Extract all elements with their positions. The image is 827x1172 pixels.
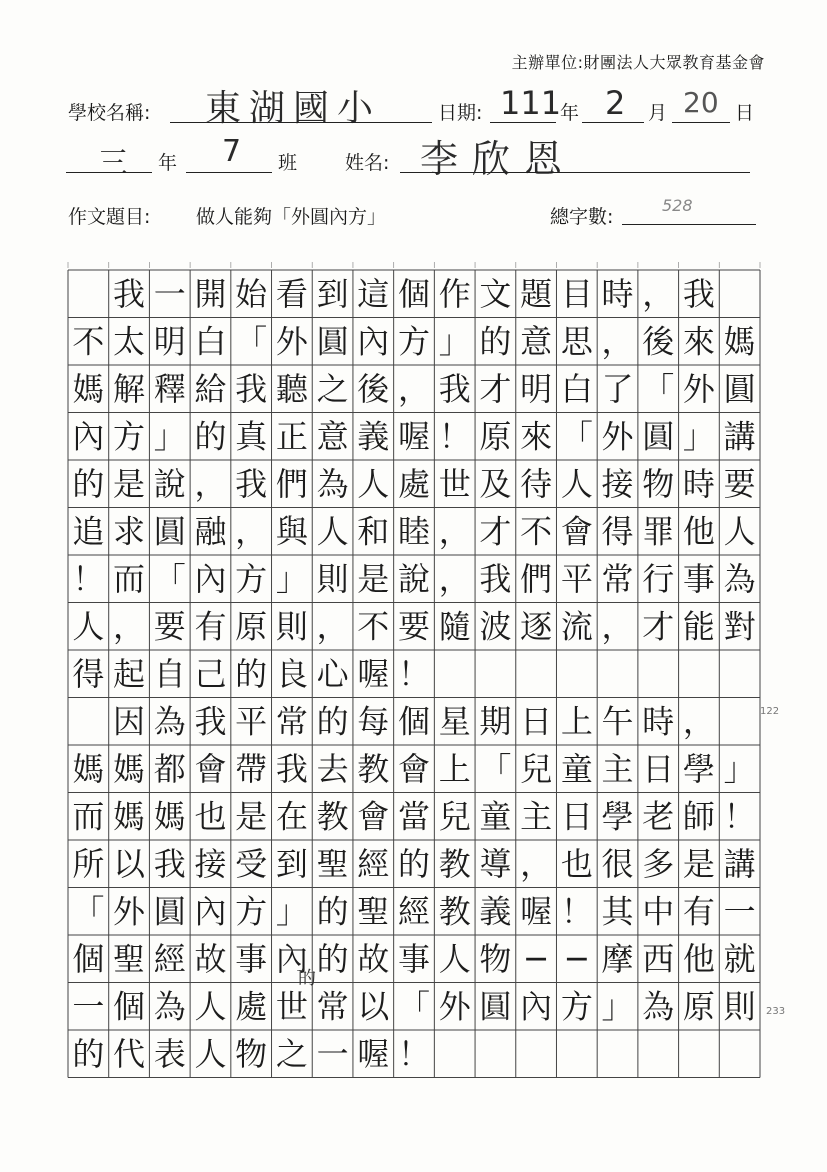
essay-character: 不 xyxy=(357,607,390,646)
essay-character: 外 xyxy=(682,369,715,408)
essay-character: 一 xyxy=(316,1034,349,1073)
essay-character: 我 xyxy=(194,702,227,741)
essay-character: 會 xyxy=(357,797,390,836)
essay-character: 方 xyxy=(235,559,268,598)
essay-character: 喔 xyxy=(357,654,390,693)
essay-character: 人 xyxy=(194,987,227,1026)
essay-character: 人 xyxy=(72,607,105,646)
essay-character: 每 xyxy=(357,702,390,741)
essay-character: 正 xyxy=(275,417,308,456)
essay-character: 說 xyxy=(153,464,186,503)
essay-character: 教 xyxy=(357,749,390,788)
essay-character: ─ xyxy=(526,939,546,978)
essay-character: 物 xyxy=(235,1034,268,1073)
essay-character: 是 xyxy=(682,844,715,883)
essay-character: 很 xyxy=(601,844,634,883)
essay-character: 解 xyxy=(113,369,146,408)
essay-character: 方 xyxy=(113,417,146,456)
year-label: 年 xyxy=(560,102,580,124)
essay-character: ， xyxy=(235,512,268,551)
grade-value: 三 xyxy=(98,146,128,181)
essay-character: 喔 xyxy=(397,417,431,456)
essay-character: 「 xyxy=(235,322,268,361)
essay-character: 處 xyxy=(235,987,268,1026)
wordcount-label: 總字數: xyxy=(550,206,614,228)
essay-character: 一 xyxy=(72,987,105,1026)
essay-character: 帶 xyxy=(235,749,268,788)
margin-note-1: 122 xyxy=(760,706,780,717)
essay-character: 文 xyxy=(479,274,512,313)
essay-character: 上 xyxy=(438,749,471,788)
essay-character: 則 xyxy=(723,987,756,1026)
essay-character: 這 xyxy=(357,274,390,313)
essay-character: 的 xyxy=(72,464,105,503)
essay-character: 常 xyxy=(601,559,634,598)
essay-character: 而 xyxy=(113,559,146,598)
essay-character: 開 xyxy=(194,274,227,313)
essay-character: 目 xyxy=(560,274,593,313)
essay-character: 我 xyxy=(438,369,471,408)
essay-character: 「 xyxy=(560,417,593,456)
essay-character: 意 xyxy=(520,322,553,361)
essay-character: 媽 xyxy=(113,749,146,788)
essay-character: 」 xyxy=(438,322,471,361)
essay-character: 方 xyxy=(235,892,268,931)
essay-character: 講 xyxy=(723,417,756,456)
essay-character: 日 xyxy=(520,702,553,741)
insertion-mark: 的 xyxy=(298,968,316,989)
essay-character: 」 xyxy=(275,559,308,598)
essay-character: ， xyxy=(520,844,553,883)
essay-character: 人 xyxy=(723,512,756,551)
essay-character: 個 xyxy=(397,702,431,741)
essay-character: ！ xyxy=(723,797,756,836)
essay-character: 我 xyxy=(113,274,146,313)
essay-character: 主 xyxy=(601,749,634,788)
essay-character: 平 xyxy=(560,559,593,598)
essay-character: 為 xyxy=(153,987,186,1026)
essay-character: 內 xyxy=(194,892,227,931)
class-label: 班 xyxy=(278,152,298,174)
essay-character: 導 xyxy=(479,844,512,883)
essay-character: 到 xyxy=(275,844,308,883)
essay-character: 時 xyxy=(642,702,675,741)
essay-character: 人 xyxy=(316,512,349,551)
essay-character: 學 xyxy=(682,749,715,788)
essay-character: 釋 xyxy=(153,369,186,408)
essay-character: 經 xyxy=(153,939,186,978)
essay-character: 我 xyxy=(682,274,715,313)
essay-character: 也 xyxy=(560,844,593,883)
essay-character: ， xyxy=(438,512,471,551)
essay-character: 一 xyxy=(153,274,186,313)
essay-character: 的 xyxy=(316,939,349,978)
essay-character: 是 xyxy=(357,559,390,598)
essay-character: ， xyxy=(316,607,349,646)
essay-character: 經 xyxy=(357,844,390,883)
essay-character: ， xyxy=(601,607,634,646)
essay-character: 老 xyxy=(642,797,675,836)
essay-character: 才 xyxy=(642,607,675,646)
essay-character: 作 xyxy=(438,274,471,313)
essay-character: 世 xyxy=(438,464,471,503)
essay-character: 我 xyxy=(275,749,308,788)
essay-character: 主 xyxy=(520,797,553,836)
essay-character: ！ xyxy=(560,892,593,931)
essay-character: 中 xyxy=(642,892,675,931)
essay-character: 物 xyxy=(642,464,675,503)
essay-character: 外 xyxy=(113,892,146,931)
essay-character: 師 xyxy=(682,797,715,836)
month-label: 月 xyxy=(648,102,668,124)
essay-character: 有 xyxy=(682,892,715,931)
essay-character: 一 xyxy=(723,892,756,931)
essay-character: 之 xyxy=(275,1034,308,1073)
essay-character: 事 xyxy=(397,939,431,978)
essay-character: 我 xyxy=(235,464,268,503)
essay-character: 以 xyxy=(357,987,390,1026)
topic-value: 做人能夠「外圓內方」 xyxy=(196,206,387,228)
essay-character: 內 xyxy=(72,417,105,456)
topic-label: 作文題目: xyxy=(68,206,151,228)
essay-character: 到 xyxy=(316,274,349,313)
grade-label: 年 xyxy=(158,152,178,174)
essay-character: 看 xyxy=(275,274,308,313)
essay-character: 就 xyxy=(723,939,756,978)
essay-character: 時 xyxy=(682,464,715,503)
essay-character: ！ xyxy=(397,654,431,693)
essay-character: ， xyxy=(642,274,675,313)
essay-character: 為 xyxy=(316,464,349,503)
essay-character: 白 xyxy=(560,369,593,408)
essay-character: 不 xyxy=(72,322,105,361)
day-value: 20 xyxy=(683,86,719,119)
essay-character: 「 xyxy=(72,892,105,931)
essay-character: 心 xyxy=(316,654,349,693)
essay-character: 午 xyxy=(601,702,634,741)
essay-character: 教 xyxy=(438,844,471,883)
essay-character: ， xyxy=(682,702,715,741)
essay-character: 多 xyxy=(642,844,675,883)
essay-character: 流 xyxy=(560,607,593,646)
essay-character: 們 xyxy=(275,464,308,503)
essay-character: 媽 xyxy=(723,322,756,361)
essay-character: 義 xyxy=(357,417,390,456)
essay-character: 日 xyxy=(642,749,675,788)
essay-character: ！ xyxy=(397,1034,431,1073)
name-label: 姓名: xyxy=(345,152,390,174)
essay-character: 兒 xyxy=(520,749,553,788)
essay-character: 的 xyxy=(316,702,349,741)
essay-character: 說 xyxy=(397,559,431,598)
essay-character: 我 xyxy=(479,559,512,598)
essay-character: ！ xyxy=(438,417,471,456)
essay-character: 受 xyxy=(235,844,268,883)
essay-character: 才 xyxy=(479,512,512,551)
essay-character: 己 xyxy=(194,654,227,693)
essay-character: 聖 xyxy=(316,844,349,883)
essay-character: 當 xyxy=(397,797,431,836)
essay-character: 「 xyxy=(642,369,675,408)
essay-character: 外 xyxy=(275,322,308,361)
essay-character: 學 xyxy=(601,797,634,836)
essay-character: 我 xyxy=(235,369,268,408)
essay-character: 的 xyxy=(72,1034,105,1073)
essay-character: 不 xyxy=(520,512,553,551)
essay-character: 融 xyxy=(194,512,227,551)
essay-character: 太 xyxy=(113,322,146,361)
essay-character: 人 xyxy=(560,464,593,503)
essay-character: 要 xyxy=(723,464,756,503)
essay-character: 圓 xyxy=(642,417,675,456)
essay-character: 個 xyxy=(397,274,431,313)
essay-character: 個 xyxy=(72,939,105,978)
essay-character: 「 xyxy=(153,559,186,598)
essay-character: 教 xyxy=(316,797,349,836)
essay-character: 」 xyxy=(601,987,634,1026)
essay-character: ， xyxy=(194,464,227,503)
essay-character: 行 xyxy=(642,559,675,598)
essay-character: ， xyxy=(438,559,471,598)
essay-character: 明 xyxy=(520,369,553,408)
essay-character: 起 xyxy=(113,654,146,693)
essay-character: 」 xyxy=(723,749,756,788)
essay-character: 才 xyxy=(479,369,512,408)
essay-character: 則 xyxy=(275,607,308,646)
essay-character: 和 xyxy=(357,512,390,551)
year-value: 111 xyxy=(500,84,562,122)
essay-character: 明 xyxy=(153,322,186,361)
essay-character: 圓 xyxy=(479,987,512,1026)
essay-character: 我 xyxy=(153,844,186,883)
essay-character: 會 xyxy=(194,749,227,788)
essay-character: 圓 xyxy=(723,369,756,408)
essay-character: 內 xyxy=(357,322,390,361)
essay-character: 他 xyxy=(682,939,715,978)
essay-character: 來 xyxy=(520,417,553,456)
essay-character: 常 xyxy=(316,987,349,1026)
essay-character: 常 xyxy=(275,702,308,741)
essay-character: 都 xyxy=(153,749,186,788)
essay-character: 圓 xyxy=(316,322,349,361)
essay-character: 為 xyxy=(723,559,756,598)
essay-character: 講 xyxy=(723,844,756,883)
essay-character: 童 xyxy=(479,797,512,836)
essay-character: 其 xyxy=(601,892,634,931)
essay-character: 隨 xyxy=(438,607,471,646)
sponsor-text: 主辦單位:財團法人大眾教育基金會 xyxy=(511,53,765,72)
essay-character: 內 xyxy=(194,559,227,598)
essay-character: 的 xyxy=(316,892,349,931)
essay-character: 經 xyxy=(397,892,431,931)
margin-note-2: 233 xyxy=(766,1006,786,1017)
essay-character: 喔 xyxy=(520,892,553,931)
essay-character: 得 xyxy=(72,654,105,693)
essay-character: 白 xyxy=(194,322,227,361)
essay-character: 童 xyxy=(560,749,593,788)
essay-character: 會 xyxy=(560,512,593,551)
essay-character: 處 xyxy=(397,464,431,503)
essay-character: 義 xyxy=(479,892,512,931)
essay-character: 教 xyxy=(438,892,471,931)
essay-character: 在 xyxy=(275,797,308,836)
essay-character: 及 xyxy=(479,464,512,503)
essay-character: 聽 xyxy=(275,369,308,408)
essay-character: 要 xyxy=(397,607,431,646)
essay-character: 外 xyxy=(438,987,471,1026)
school-value: 東湖國小 xyxy=(205,88,382,129)
essay-character: 表 xyxy=(153,1034,186,1073)
essay-character: 星 xyxy=(438,702,471,741)
essay-character: 內 xyxy=(520,987,553,1026)
essay-character: 的 xyxy=(194,417,227,456)
essay-character: 是 xyxy=(113,464,146,503)
essay-character: 睦 xyxy=(397,512,431,551)
essay-character: 是 xyxy=(235,797,268,836)
essay-character: 媽 xyxy=(113,797,146,836)
essay-character: 」 xyxy=(153,417,186,456)
school-label: 學校名稱: xyxy=(68,102,151,124)
essay-character: 摩 xyxy=(601,939,634,978)
essay-character: 「 xyxy=(479,749,512,788)
essay-character: 與 xyxy=(275,512,308,551)
essay-character: 「 xyxy=(397,987,431,1026)
essay-character: 給 xyxy=(194,369,227,408)
month-value: 2 xyxy=(605,84,626,122)
essay-character: 則 xyxy=(316,559,349,598)
essay-character: 也 xyxy=(194,797,227,836)
essay-character: 喔 xyxy=(357,1034,390,1073)
essay-character: 因 xyxy=(113,702,146,741)
essay-character: 故 xyxy=(194,939,227,978)
essay-character: 兒 xyxy=(438,797,471,836)
essay-character: 上 xyxy=(560,702,593,741)
essay-character: 物 xyxy=(479,939,512,978)
essay-character: 自 xyxy=(153,654,186,693)
essay-character: 對 xyxy=(723,607,756,646)
essay-character: 人 xyxy=(438,939,471,978)
essay-character: 原 xyxy=(479,417,512,456)
essay-character: 」 xyxy=(682,417,715,456)
essay-character: 事 xyxy=(682,559,715,598)
essay-character: 要 xyxy=(153,607,186,646)
essay-character: 題 xyxy=(520,274,553,313)
essay-character: 聖 xyxy=(357,892,390,931)
essay-character: 原 xyxy=(235,607,268,646)
essay-character: 個 xyxy=(113,987,146,1026)
essay-character: 世 xyxy=(275,987,308,1026)
essay-character: 方 xyxy=(397,322,431,361)
essay-character: 原 xyxy=(682,987,715,1026)
essay-character: ， xyxy=(113,607,146,646)
essay-character: 良 xyxy=(275,654,308,693)
essay-character: 圓 xyxy=(153,512,186,551)
essay-character: 」 xyxy=(275,892,308,931)
essay-character: 媽 xyxy=(153,797,186,836)
essay-character: 聖 xyxy=(113,939,146,978)
essay-character: 人 xyxy=(357,464,390,503)
essay-character: 外 xyxy=(601,417,634,456)
essay-character: ， xyxy=(601,322,634,361)
essay-character: 他 xyxy=(682,512,715,551)
essay-character: 後 xyxy=(642,322,675,361)
essay-character: 故 xyxy=(357,939,390,978)
essay-character: ！ xyxy=(72,559,105,598)
essay-character: 人 xyxy=(194,1034,227,1073)
essay-character: 得 xyxy=(601,512,634,551)
essay-character: 的 xyxy=(235,654,268,693)
essay-character: 來 xyxy=(682,322,715,361)
essay-character: 圓 xyxy=(153,892,186,931)
essay-character: 之 xyxy=(316,369,349,408)
essay-character: 媽 xyxy=(72,749,105,788)
essay-character: 而 xyxy=(72,797,105,836)
essay-character: 了 xyxy=(601,369,634,408)
day-label: 日 xyxy=(735,102,755,124)
essay-character: 思 xyxy=(560,322,593,361)
essay-character: 後 xyxy=(357,369,390,408)
essay-character: 西 xyxy=(642,939,675,978)
date-label: 日期: xyxy=(438,102,483,124)
essay-character: 意 xyxy=(316,417,349,456)
essay-character: 為 xyxy=(642,987,675,1026)
essay-character: 追 xyxy=(72,512,105,551)
essay-character: 日 xyxy=(560,797,593,836)
essay-character: 待 xyxy=(520,464,553,503)
essay-character: 始 xyxy=(235,274,268,313)
essay-character: 平 xyxy=(235,702,268,741)
name-value: 李欣恩 xyxy=(420,137,577,181)
class-value: 7 xyxy=(222,134,242,169)
essay-character: 逐 xyxy=(520,607,553,646)
essay-character: 能 xyxy=(682,607,715,646)
essay-character: 的 xyxy=(479,322,512,361)
essay-character: 會 xyxy=(397,749,431,788)
essay-character: 波 xyxy=(479,607,512,646)
essay-character: 媽 xyxy=(72,369,105,408)
essay-character: 時 xyxy=(601,274,634,313)
essay-character: 去 xyxy=(316,749,349,788)
essay-character: 的 xyxy=(397,844,431,883)
wordcount-value: 528 xyxy=(662,196,693,215)
essay-character: 事 xyxy=(235,939,268,978)
essay-character: 內 xyxy=(275,939,308,978)
essay-character: 接 xyxy=(194,844,227,883)
essay-character: 求 xyxy=(113,512,146,551)
essay-character: ─ xyxy=(567,939,587,978)
essay-character: 代 xyxy=(113,1034,146,1073)
essay-character: 方 xyxy=(560,987,593,1026)
essay-character: 接 xyxy=(601,464,634,503)
essay-character: 真 xyxy=(235,417,268,456)
essay-character: 有 xyxy=(194,607,227,646)
essay-character: ， xyxy=(397,369,431,408)
essay-character: 們 xyxy=(520,559,553,598)
essay-character: 以 xyxy=(113,844,146,883)
essay-character: 為 xyxy=(153,702,186,741)
essay-character: 期 xyxy=(479,702,512,741)
essay-character: 罪 xyxy=(642,512,675,551)
essay-character: 所 xyxy=(72,844,105,883)
